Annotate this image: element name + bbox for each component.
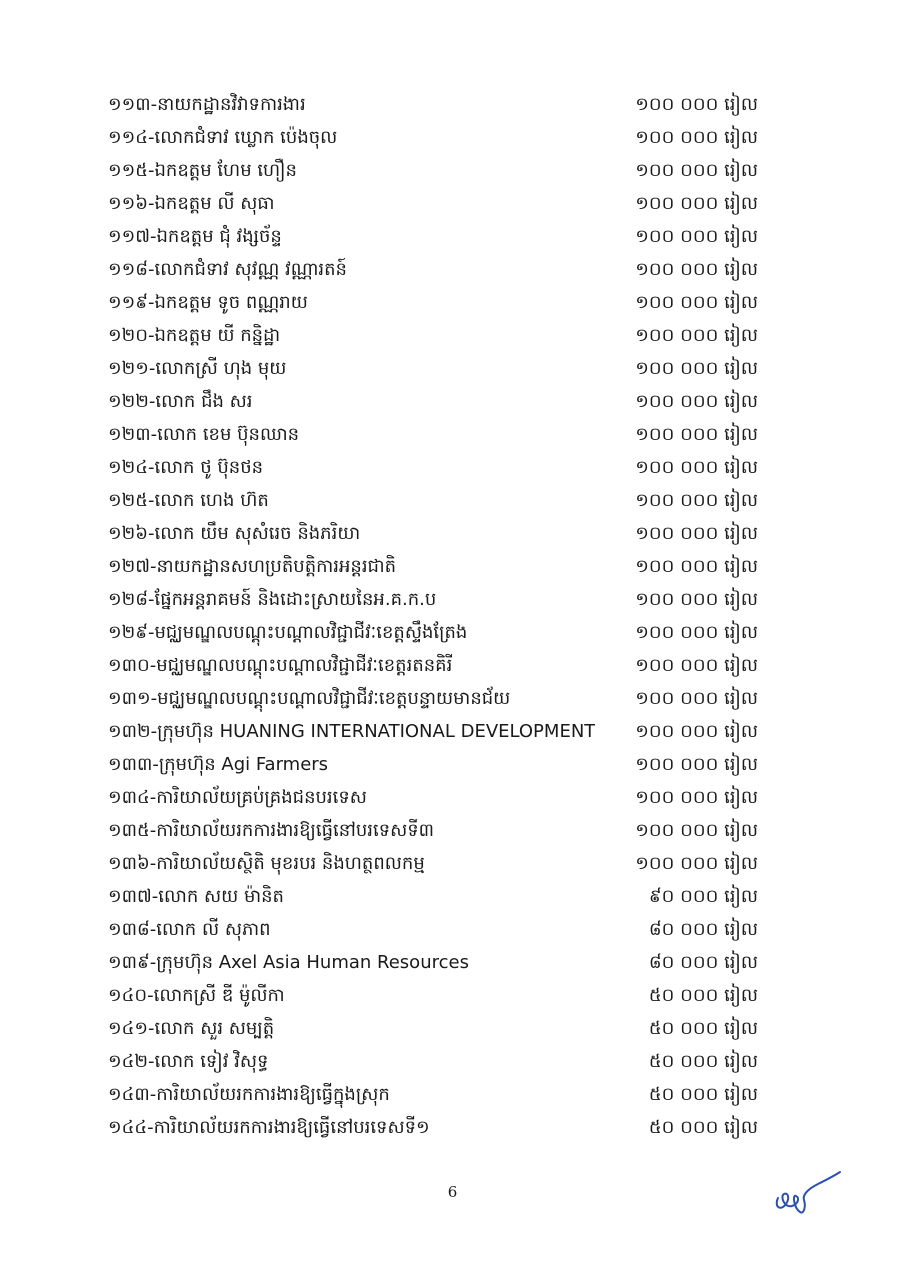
list-item	[108, 1012, 758, 1045]
donation-amount: ១០០ ០០០ រៀល	[635, 457, 758, 478]
donation-amount: ១០០ ០០០ រៀល	[635, 688, 758, 709]
donation-amount: ១០០ ០០០ រៀល	[635, 820, 758, 841]
donor-name: ១៣៥-ការិយាល័យរកការងារឱ្យធ្វើនៅបរទេសទី៣	[108, 820, 435, 841]
donor-name: ១២៧-នាយកដ្ឋានសហប្រតិបត្តិការអន្តរជាតិ	[108, 556, 397, 577]
list-item	[108, 847, 758, 880]
list-item	[108, 418, 758, 451]
donation-amount: ១០០ ០០០ រៀល	[635, 226, 758, 247]
list-item	[108, 715, 758, 748]
donation-amount: ១០០ ០០០ រៀល	[635, 490, 758, 511]
donor-name: ១២៥-លោក ហេង ហ៊ត	[108, 490, 269, 511]
donation-amount: ១០០ ០០០ រៀល	[635, 523, 758, 544]
donor-name: ១២៦-លោក យឹម សុសំរេច និងភរិយា	[108, 523, 361, 544]
donation-amount: ៥០ ០០០ រៀល	[648, 1051, 758, 1072]
donation-amount: ១០០ ០០០ រៀល	[635, 853, 758, 874]
donor-name: ១២៨-ផ្នែកអន្តរាគមន៍ និងដោះស្រាយនៃអ.គ.ក.ប	[108, 589, 437, 610]
list-item	[108, 913, 758, 946]
list-item	[108, 1078, 758, 1111]
donor-name: ១២២-លោក ជឹង សរ	[108, 391, 253, 412]
donor-name: ១១៣-នាយកដ្ឋានវិវាទការងារ	[108, 94, 306, 115]
donor-name: ១១៦-ឯកឧត្តម លី សុធា	[108, 193, 275, 214]
donor-name: ១២៣-លោក ខេម ប៊ុនឈាន	[108, 424, 300, 445]
donation-amount: ៩០ ០០០ រៀល	[648, 886, 758, 907]
donor-name: ១៤០-លោកស្រី ឌី ម៉ូលីកា	[108, 985, 285, 1006]
donor-name: ១៤៣-ការិយាល័យរកការងារឱ្យធ្វើក្នុងស្រុក	[108, 1084, 390, 1105]
donation-amount: ១០០ ០០០ រៀល	[635, 556, 758, 577]
donation-amount: ១០០ ០០០ រៀល	[635, 424, 758, 445]
donor-name: ១៣២-ក្រុមហ៊ុន HUANING INTERNATIONAL DEVELOPMENT	[108, 721, 596, 742]
donor-name: ១៤២-លោក ទៀវ វិសុទ្ធ	[108, 1051, 269, 1072]
donation-amount: ៥០ ០០០ រៀល	[648, 1084, 758, 1105]
donor-name: ១៣១-មជ្ឈមណ្ឌលបណ្តុះបណ្តាលវិជ្ជាជីវៈខេត្តបន្ទាយមានជ័យ	[108, 688, 511, 709]
donation-amount: ១០០ ០០០ រៀល	[635, 325, 758, 346]
donor-name: ១១៧-ឯកឧត្តម ជុំ វង្សច័ន្ទ	[108, 226, 282, 247]
donor-name: ១១៩-ឯកឧត្តម ទូច ពណ្ណរាយ	[108, 292, 308, 313]
donation-amount: ១០០ ០០០ រៀល	[635, 655, 758, 676]
donation-amount: ១០០ ០០០ រៀល	[635, 127, 758, 148]
list-item	[108, 88, 758, 121]
donor-name: ១២០-ឯកឧត្តម យី កន្និដ្ឋា	[108, 325, 281, 346]
list-item	[108, 385, 758, 418]
donation-amount: ៥០ ០០០ រៀល	[648, 1117, 758, 1138]
donor-name: ១១៨-លោកជំទាវ សុវណ្ណ វណ្ណារតន៍	[108, 259, 347, 280]
donor-name: ១២១-លោកស្រី ហុង មុយ	[108, 358, 287, 379]
list-item	[108, 583, 758, 616]
list-item	[108, 880, 758, 913]
list-item	[108, 484, 758, 517]
donation-list	[108, 88, 758, 1144]
donation-amount: ១០០ ០០០ រៀល	[635, 358, 758, 379]
list-item	[108, 814, 758, 847]
list-item	[108, 781, 758, 814]
donor-name: ១២៤-លោក ថូ ប៊ុនថន	[108, 457, 264, 478]
donor-name: ១៣៣-ក្រុមហ៊ុន Agi Farmers	[108, 754, 329, 775]
list-item	[108, 187, 758, 220]
donation-amount: ១០០ ០០០ រៀល	[635, 787, 758, 808]
list-item	[108, 1111, 758, 1144]
donation-amount: ១០០ ០០០ រៀល	[635, 259, 758, 280]
list-item	[108, 748, 758, 781]
list-item	[108, 649, 758, 682]
list-item	[108, 616, 758, 649]
donation-amount: ១០០ ០០០ រៀល	[635, 622, 758, 643]
donation-amount: ១០០ ០០០ រៀល	[635, 160, 758, 181]
donation-amount: ៥០ ០០០ រៀល	[648, 985, 758, 1006]
donor-name: ១៣៤-ការិយាល័យគ្រប់គ្រងជនបរទេស	[108, 787, 367, 808]
page-number: 6	[447, 1183, 458, 1201]
signature-mark	[770, 1168, 845, 1218]
list-item	[108, 682, 758, 715]
donation-amount: ៨០ ០០០ រៀល	[648, 952, 758, 973]
donation-amount: ១០០ ០០០ រៀល	[635, 589, 758, 610]
list-item	[108, 517, 758, 550]
list-item	[108, 946, 758, 979]
donor-name: ១៣៩-ក្រុមហ៊ុន Axel Asia Human Resources	[108, 952, 469, 973]
list-item	[108, 319, 758, 352]
list-item	[108, 352, 758, 385]
list-item	[108, 220, 758, 253]
donation-amount: ១០០ ០០០ រៀល	[635, 721, 758, 742]
donor-name: ១៣៦-ការិយាល័យស្ថិតិ មុខរបរ និងហត្ថពលកម្ម	[108, 853, 425, 874]
list-item	[108, 1045, 758, 1078]
donor-name: ១២៩-មជ្ឈមណ្ឌលបណ្តុះបណ្តាលវិជ្ជាជីវៈខេត្តស្ទឹងត្រែង	[108, 622, 468, 643]
list-item	[108, 550, 758, 583]
donor-name: ១៤៤-ការិយាល័យរកការងារឱ្យធ្វើនៅបរទេសទី១	[108, 1117, 430, 1138]
list-item	[108, 121, 758, 154]
list-item	[108, 286, 758, 319]
donation-amount: ១០០ ០០០ រៀល	[635, 193, 758, 214]
donor-name: ១៣៧-លោក សយ ម៉ានិត	[108, 886, 284, 907]
donor-name: ១១៥-ឯកឧត្តម ហែម ហឿន	[108, 160, 297, 181]
list-item	[108, 154, 758, 187]
donor-name: ១៣៨-លោក លី សុភាព	[108, 919, 271, 940]
donation-amount: ១០០ ០០០ រៀល	[635, 391, 758, 412]
donor-name: ១៤១-លោក សួរ សម្បត្តិ	[108, 1018, 275, 1039]
donation-amount: ១០០ ០០០ រៀល	[635, 754, 758, 775]
donation-amount: ៨០ ០០០ រៀល	[648, 919, 758, 940]
donor-name: ១៣០-មជ្ឈមណ្ឌលបណ្តុះបណ្តាលវិជ្ជាជីវៈខេត្តរតនគិរី	[108, 655, 453, 676]
list-item	[108, 253, 758, 286]
list-item	[108, 979, 758, 1012]
donation-amount: ១០០ ០០០ រៀល	[635, 292, 758, 313]
list-item	[108, 451, 758, 484]
donation-amount: ៥០ ០០០ រៀល	[648, 1018, 758, 1039]
donation-amount: ១០០ ០០០ រៀល	[635, 94, 758, 115]
donor-name: ១១៤-លោកជំទាវ ឃ្លោក ប៉េងចុល	[108, 127, 338, 148]
